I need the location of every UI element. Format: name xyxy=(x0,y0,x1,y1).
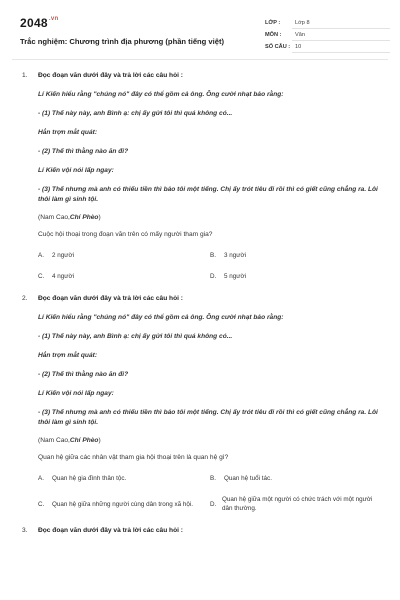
passage-line: - (3) Thế nhưng mà anh có thiếu tiền thì bảo tôi một tiếng. Chị ấy trót tiêu đi rồi thì có giết cũng chẳng ra. Lôi thôi làm gì sinh tội. xyxy=(38,186,378,203)
logo-main: 2048 xyxy=(20,16,48,30)
question-prompt: Cuộc hội thoại trong đoạn văn trên có mấy người tham gia? xyxy=(38,231,213,238)
question-number: 1. xyxy=(22,72,28,79)
answer-options xyxy=(38,251,382,281)
passage-line: Hắn trợn mắt quát: xyxy=(38,352,98,359)
question-item xyxy=(22,527,382,534)
option-text: Quan hệ gia đình thân tộc. xyxy=(52,475,127,482)
passage-line: Lí Kiến vội nói lấp ngay: xyxy=(38,390,114,397)
option-text: 3 người xyxy=(224,252,246,259)
answer-options xyxy=(38,474,382,513)
meta-row-subject xyxy=(265,29,390,41)
option-letter: C. xyxy=(38,273,45,280)
logo-suffix: .vn xyxy=(48,16,59,22)
question-item xyxy=(22,295,382,513)
source-close: ) xyxy=(98,214,101,221)
passage-line: Lí Kiến hiểu rằng "chúng nó" đây có thể gồm cả ông. Ông cười nhạt bảo rằng: xyxy=(38,314,284,321)
option-d[interactable] xyxy=(210,495,382,513)
question-heading: Đọc đoạn văn dưới đây và trả lời các câu hỏi : xyxy=(38,72,183,79)
document-title: Trắc nghiệm: Chương trình địa phương (phần tiếng việt) xyxy=(20,37,225,46)
option-letter: C. xyxy=(38,500,45,508)
option-c[interactable] xyxy=(38,495,210,513)
worksheet-meta xyxy=(265,17,390,53)
passage-line: - (3) Thế nhưng mà anh có thiếu tiền thì bảo tôi một tiếng. Chị ấy trót tiêu đi rồi thì có giết cũng chẳng ra. Lôi thôi làm gì sinh tội. xyxy=(38,409,378,426)
meta-row-class xyxy=(265,17,390,29)
option-b[interactable] xyxy=(210,251,382,260)
passage-source xyxy=(38,437,382,444)
passage-line: - (1) Thế này này, anh Bình ạ: chị ấy gửi tôi thì quá không có... xyxy=(38,110,233,117)
source-work: Chí Phèo xyxy=(69,437,99,444)
question-heading: Đọc đoạn văn dưới đây và trả lời các câu hỏi : xyxy=(38,527,183,534)
source-close: ) xyxy=(98,437,101,444)
passage-line: Hắn trợn mắt quát: xyxy=(38,129,98,136)
option-letter: B. xyxy=(210,475,216,482)
site-logo[interactable] xyxy=(20,16,58,30)
meta-row-count xyxy=(265,41,390,53)
meta-label: SỐ CÂU : xyxy=(265,44,291,50)
option-text: Quan hệ giữa một người có chức trách với một người dân thường. xyxy=(222,496,373,512)
option-letter: A. xyxy=(38,475,44,482)
passage-source xyxy=(38,214,382,221)
question-heading: Đọc đoạn văn dưới đây và trả lời các câu hỏi : xyxy=(38,295,183,302)
meta-value: Văn xyxy=(292,30,390,41)
passage-line: - (1) Thế này này, anh Bình ạ: chị ấy gửi tôi thì quá không có... xyxy=(38,333,233,340)
option-letter: D. xyxy=(210,273,217,280)
passage-line: - (2) Thế thì thằng nào ăn đi? xyxy=(38,148,129,155)
meta-label: MÔN : xyxy=(265,32,282,38)
option-letter: B. xyxy=(210,252,216,259)
source-author: (Nam Cao, xyxy=(38,437,70,444)
passage-line: Lí Kiến hiểu rằng "chúng nó" đây có thể gồm cả ông. Ông cười nhạt bảo rằng: xyxy=(38,91,284,98)
question-item xyxy=(22,72,382,281)
option-text: 4 người xyxy=(52,273,74,280)
question-number: 3. xyxy=(22,527,28,534)
option-text: 2 người xyxy=(52,252,74,259)
passage-line: - (2) Thế thì thằng nào ăn đi? xyxy=(38,371,129,378)
option-letter: D. xyxy=(210,500,217,508)
question-list xyxy=(22,72,382,548)
option-c[interactable] xyxy=(38,272,210,281)
meta-value: 10 xyxy=(292,42,390,53)
meta-label: LỚP : xyxy=(265,20,281,26)
option-d[interactable] xyxy=(210,272,382,281)
question-number: 2. xyxy=(22,295,28,302)
source-author: (Nam Cao, xyxy=(38,214,70,221)
option-text: Quan hệ giữa những người cùng dân trong xã hội. xyxy=(52,500,194,508)
option-text: 5 người xyxy=(224,273,246,280)
worksheet-header xyxy=(12,10,388,60)
option-a[interactable] xyxy=(38,251,210,260)
option-letter: A. xyxy=(38,252,44,259)
passage-line: Lí Kiến vội nói lấp ngay: xyxy=(38,167,114,174)
option-b[interactable] xyxy=(210,474,382,483)
meta-value: Lớp 8 xyxy=(292,18,390,29)
question-prompt: Quan hệ giữa các nhân vật tham gia hội thoại trên là quan hệ gì? xyxy=(38,454,229,461)
option-a[interactable] xyxy=(38,474,210,483)
source-work: Chí Phèo xyxy=(69,214,99,221)
option-text: Quan hệ tuổi tác. xyxy=(224,475,272,482)
